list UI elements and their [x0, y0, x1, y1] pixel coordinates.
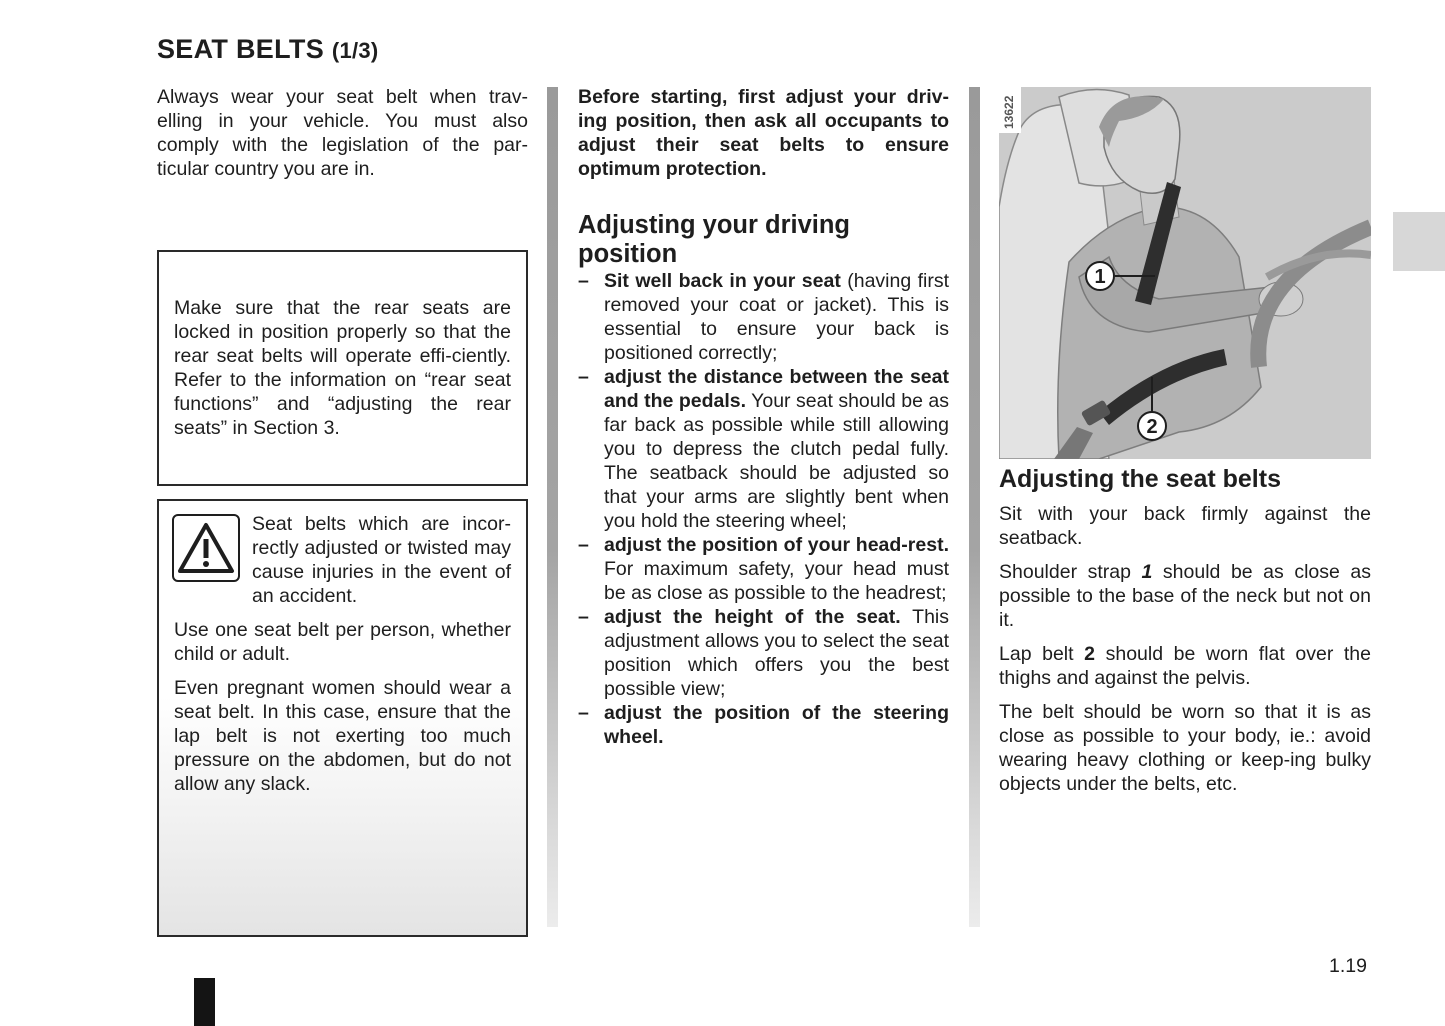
callout-2: 2: [1146, 416, 1158, 438]
rear-seat-notice-text: Make sure that the rear seats are locked in position properly so that the rear seat belts will operate effi-ciently. Refer to the information on “rear seat functions” and “adjusting the rear seats” in Section 3.: [174, 297, 511, 439]
warning-one-belt-text: Use one seat belt per person, whether child or adult.: [174, 619, 511, 665]
warning-lead-text: Seat belts which are incor-rectly adjusted or twisted may cause injuries in the event of an accident.: [252, 513, 511, 607]
page-title: [157, 34, 379, 65]
section-tab-marker: [1393, 212, 1445, 271]
list-item: – adjust the position of your head-rest. For maximum safety, your head must be as close as possible to the headrest;: [578, 534, 949, 604]
rear-seat-notice-box: [157, 250, 528, 486]
before-starting-text: Before starting, first adjust your driv-ing position, then ask all occupants to adjust their seat belts to ensure optimum protection.: [578, 86, 949, 180]
column-divider: [969, 87, 980, 927]
warning-header: [174, 512, 511, 608]
list-item: – adjust the position of the steering wheel.: [578, 702, 949, 748]
driving-position-heading: Adjusting your driving position: [578, 211, 850, 268]
page-title-part: (1/3): [331, 38, 379, 63]
illustration-ref-code: 13622: [999, 87, 1021, 133]
seat-belt-warning-box: [157, 499, 528, 937]
driving-position-column: [578, 85, 949, 749]
belt-close-to-body-text: The belt should be worn so that it is as close as possible to your body, ie.: avoid wearing heavy clothing or keep-ing bulky objects under the belts, etc.: [999, 701, 1371, 795]
callout-layer: [999, 87, 1371, 459]
page-title-text: SEAT BELTS: [157, 34, 325, 64]
page-number: 1.19: [1329, 955, 1367, 977]
warning-triangle-icon: [172, 514, 240, 582]
sit-back-text: Sit with your back firmly against the seatback.: [999, 503, 1371, 549]
print-mark: [194, 978, 215, 1026]
seat-belt-adjust-column: [999, 87, 1371, 796]
intro-paragraph: Always wear your seat belt when trav-elling in your vehicle. You must also comply with the legislation of the par-ticular country you are in.: [157, 86, 528, 180]
list-item: – Sit well back in your seat (having first removed your coat or jacket). This is essential to ensure your back is positioned correctly;: [578, 270, 949, 364]
driving-position-steps: [578, 269, 949, 749]
driver-seat-belt-illustration: [999, 87, 1371, 459]
list-item: – adjust the height of the seat. This adjustment allows you to select the seat position which offers you the best possible view;: [578, 606, 950, 700]
list-item: – adjust the distance between the seat and the pedals. Your seat should be as far back as possible while still allowing you to depress the clutch pedal fully. The seatback should be adjusted so that your arms are slightly bent when you hold the steering wheel;: [578, 366, 949, 532]
column-divider: [547, 87, 558, 927]
seat-belts-heading: Adjusting the seat belts: [999, 465, 1281, 493]
warning-pregnant-text: Even pregnant women should wear a seat belt. In this case, ensure that the lap belt is not exerting too much pressure on the abdomen, but do not allow any slack.: [174, 677, 511, 795]
shoulder-strap-text: Shoulder strap 1 should be as close as possible to the base of the neck but not on it.: [999, 561, 1371, 631]
lap-belt-text: Lap belt 2 should be worn flat over the thighs and against the pelvis.: [999, 643, 1372, 689]
callout-1: 1: [1094, 266, 1106, 288]
